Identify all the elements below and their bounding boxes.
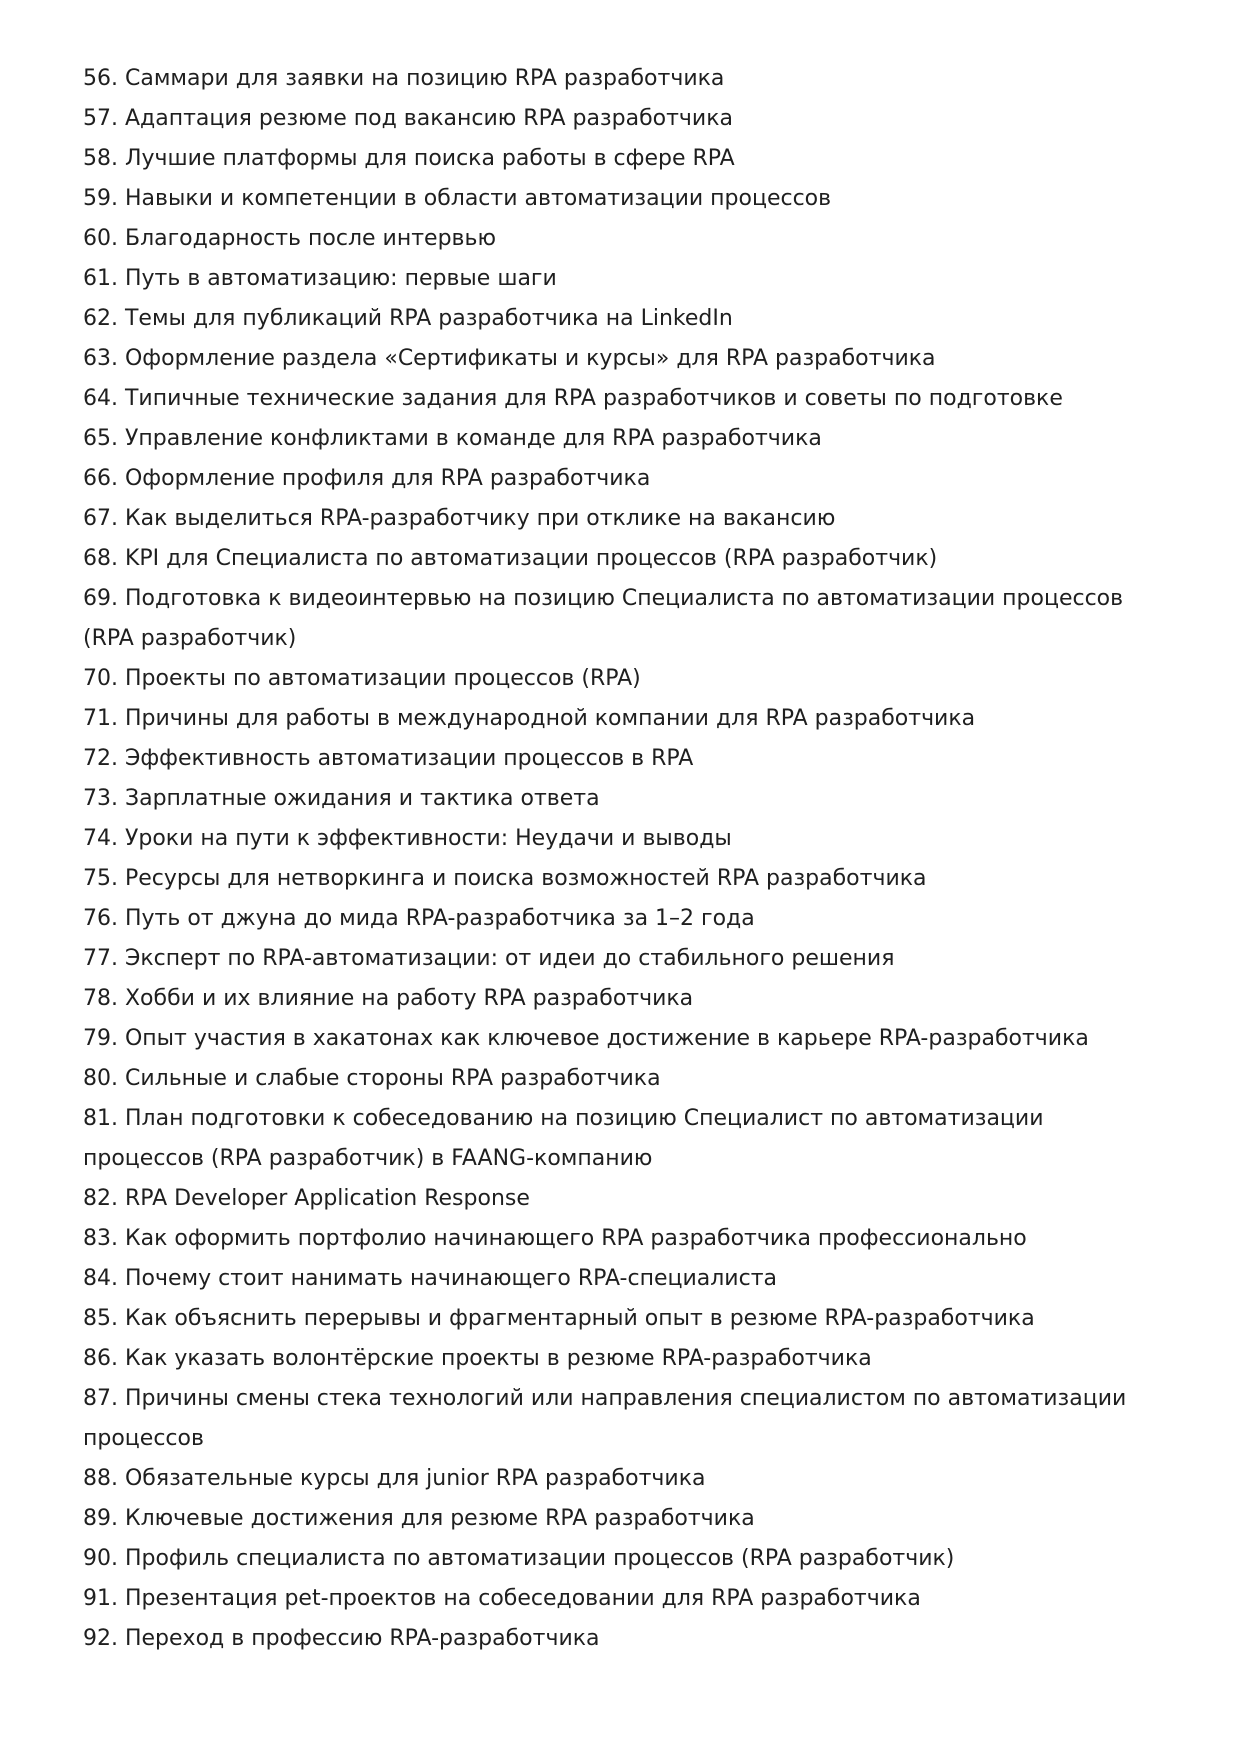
list-item: 61. Путь в автоматизацию: первые шаги [83, 266, 557, 291]
list-item: 82. RPA Developer Application Response [83, 1186, 530, 1211]
list-item: 87. Причины смены стека технологий или направления специалистом по автоматизации процессов [83, 1386, 1127, 1451]
list-item: 72. Эффективность автоматизации процессов в RPA [83, 746, 694, 771]
document-page [83, 59, 1143, 1659]
list-item: 66. Оформление профиля для RPA разработчика [83, 466, 651, 491]
list-item: 88. Обязательные курсы для junior RPA разработчика [83, 1466, 706, 1491]
list-item: 57. Адаптация резюме под вакансию RPA разработчика [83, 106, 733, 131]
list-item: 81. План подготовки к собеседованию на позицию Специалист по автоматизации процессов (RPA разработчик) в FAANG-компанию [83, 1106, 1044, 1171]
list-item: 77. Эксперт по RPA-автоматизации: от идеи до стабильного решения [83, 946, 895, 971]
list-item: 74. Уроки на пути к эффективности: Неудачи и выводы [83, 826, 732, 851]
topic-list [83, 59, 1143, 1659]
list-item: 85. Как объяснить перерывы и фрагментарный опыт в резюме RPA-разработчика [83, 1306, 1035, 1331]
list-item: 58. Лучшие платформы для поиска работы в сфере RPA [83, 146, 735, 171]
list-item: 63. Оформление раздела «Сертификаты и курсы» для RPA разработчика [83, 346, 936, 371]
list-item: 68. KPI для Специалиста по автоматизации процессов (RPA разработчик) [83, 546, 938, 571]
list-item: 84. Почему стоит нанимать начинающего RPA-специалиста [83, 1266, 777, 1291]
list-item: 67. Как выделиться RPA-разработчику при отклике на вакансию [83, 506, 836, 531]
list-item: 83. Как оформить портфолио начинающего RPA разработчика профессионально [83, 1226, 1027, 1251]
list-item: 59. Навыки и компетенции в области автоматизации процессов [83, 186, 832, 211]
list-item: 89. Ключевые достижения для резюме RPA разработчика [83, 1506, 755, 1531]
list-item: 65. Управление конфликтами в команде для RPA разработчика [83, 426, 822, 451]
list-item: 73. Зарплатные ожидания и тактика ответа [83, 786, 600, 811]
list-item: 69. Подготовка к видеоинтервью на позицию Специалиста по автоматизации процессов (RPA разработчик) [83, 586, 1124, 651]
list-item: 75. Ресурсы для нетворкинга и поиска возможностей RPA разработчика [83, 866, 927, 891]
list-item: 92. Переход в профессию RPA-разработчика [83, 1626, 600, 1651]
list-item: 62. Темы для публикаций RPA разработчика на LinkedIn [83, 306, 733, 331]
list-item: 90. Профиль специалиста по автоматизации процессов (RPA разработчик) [83, 1546, 955, 1571]
list-item: 91. Презентация pet-проектов на собеседовании для RPA разработчика [83, 1586, 921, 1611]
list-item: 78. Хобби и их влияние на работу RPA разработчика [83, 986, 694, 1011]
list-item: 64. Типичные технические задания для RPA разработчиков и советы по подготовке [83, 386, 1063, 411]
list-item: 86. Как указать волонтёрские проекты в резюме RPA-разработчика [83, 1346, 872, 1371]
list-item: 80. Сильные и слабые стороны RPA разработчика [83, 1066, 661, 1091]
list-item: 79. Опыт участия в хакатонах как ключевое достижение в карьере RPA-разработчика [83, 1026, 1089, 1051]
list-item: 76. Путь от джуна до мида RPA-разработчика за 1–2 года [83, 906, 755, 931]
list-item: 56. Саммари для заявки на позицию RPA разработчика [83, 66, 725, 91]
list-item: 70. Проекты по автоматизации процессов (RPA) [83, 666, 641, 691]
list-item: 71. Причины для работы в международной компании для RPA разработчика [83, 706, 976, 731]
list-item: 60. Благодарность после интервью [83, 226, 496, 251]
